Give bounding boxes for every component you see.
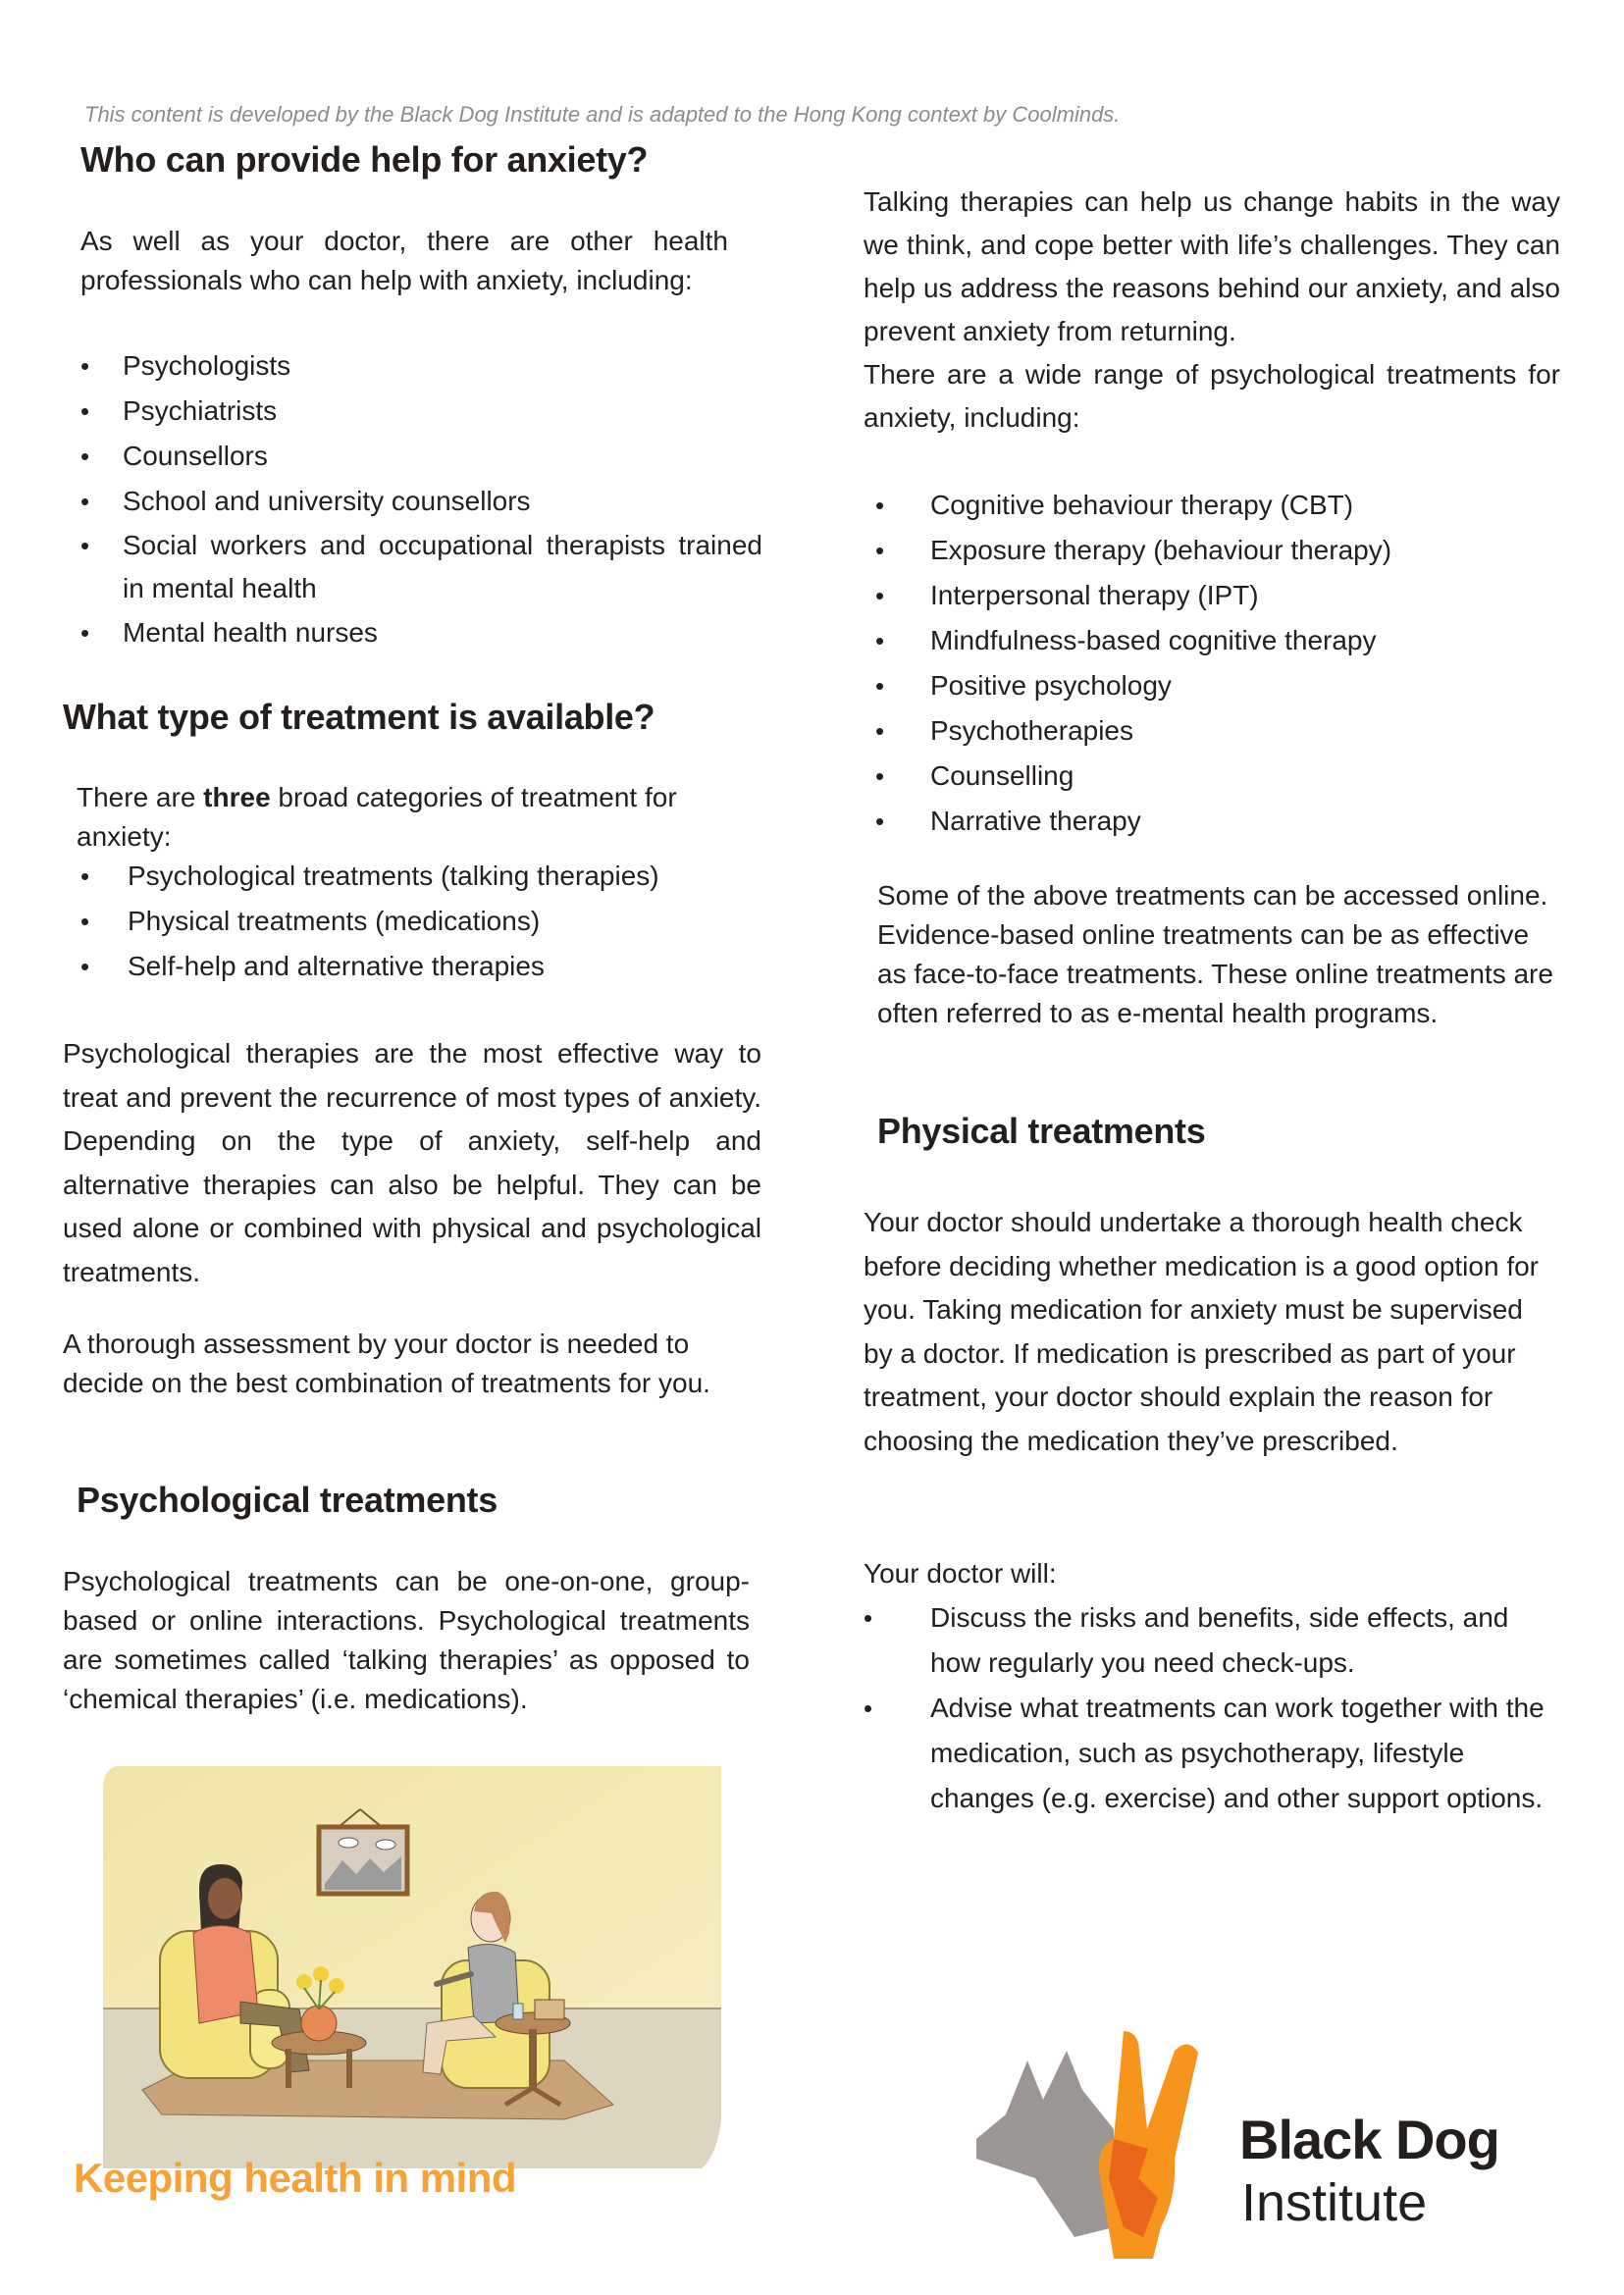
online-treatments-paragraph: Some of the above treatments can be accessed online. Evidence-based online treatments can be as effective as face-to-face treatments. These online treatments are often referred to as e-mental health programs. — [877, 880, 1553, 1028]
three-categories-intro: There are three broad categories of treatment for anxiety: — [77, 782, 677, 852]
bullet-icon: • — [875, 807, 885, 836]
treatment-categories-list — [80, 854, 767, 989]
psychological-treatments-list — [875, 483, 1562, 844]
list-item: • Psychologists — [80, 343, 762, 389]
list-item: • Self-help and alternative therapies — [80, 944, 767, 989]
effectiveness-paragraph: Psychological therapies are the most effective way to treat and prevent the recurrence of most types of anxiety. Depending on the type of anxiety, self-help and alternative therapies can also be helpful. They can be used alone or combined with physical and psychological treatments. — [63, 1038, 761, 1287]
bullet-icon: • — [80, 351, 90, 381]
list-item: • Narrative therapy — [875, 799, 1562, 844]
heading-treatment-available: What type of treatment is available? — [63, 697, 655, 737]
bullet-icon: • — [875, 536, 885, 565]
assessment-paragraph: A thorough assessment by your doctor is needed to decide on the best combination of treatments for you. — [63, 1329, 710, 1398]
bullet-icon: • — [875, 581, 885, 610]
list-item: • Discuss the risks and benefits, side effects, and how regularly you need check-ups. — [864, 1595, 1550, 1686]
bullet-icon: • — [80, 861, 90, 891]
physical-treatments-paragraph: Your doctor should undertake a thorough health check before deciding whether medication is a good option for you. Taking medication for anxiety must be supervised by a doctor. If medication is prescribed as part of your treatment, your doctor should explain the reason for choosing the medication they’ve prescribed. — [864, 1207, 1539, 1456]
list-item: • Mental health nurses — [80, 610, 762, 655]
list-item: • Interpersonal therapy (IPT) — [875, 573, 1562, 618]
list-item: • Cognitive behaviour therapy (CBT) — [875, 483, 1562, 528]
heading-who-can-help: Who can provide help for anxiety? — [80, 139, 649, 180]
logo-text-black-dog: Black Dog — [1239, 2109, 1499, 2170]
bullet-icon: • — [875, 626, 885, 655]
therapy-room-illustration — [103, 1766, 721, 2168]
list-item: • Psychotherapies — [875, 708, 1562, 754]
tagline: Keeping health in mind — [74, 2155, 517, 2201]
bullet-icon: • — [875, 716, 885, 746]
bullet-icon: • — [80, 487, 90, 516]
list-item: • Counsellors — [80, 434, 762, 479]
bullet-icon: • — [80, 531, 90, 560]
list-item: • Social workers and occupational therapists trained in mental health — [80, 524, 762, 610]
logo-text-institute: Institute — [1241, 2173, 1428, 2232]
bullet-icon: • — [80, 907, 90, 936]
list-item: • Positive psychology — [875, 663, 1562, 708]
list-item: • Physical treatments (medications) — [80, 899, 767, 944]
list-item: • School and university counsellors — [80, 479, 762, 524]
bullet-icon: • — [80, 952, 90, 981]
bullet-icon: • — [80, 396, 90, 426]
list-item: • Mindfulness-based cognitive therapy — [875, 618, 1562, 663]
bullet-icon: • — [875, 671, 885, 701]
list-item: • Advise what treatments can work together with the medication, such as psychotherapy, lifestyle changes (e.g. exercise) and other support options. — [864, 1686, 1550, 1821]
heading-psychological-treatments: Psychological treatments — [77, 1480, 498, 1520]
list-item: • Counselling — [875, 754, 1562, 799]
doctor-actions-list — [864, 1595, 1550, 1821]
list-item: • Psychiatrists — [80, 389, 762, 434]
hand-dog-shadow-icon — [967, 2031, 1241, 2276]
list-item: • Psychological treatments (talking therapies) — [80, 854, 767, 899]
bullet-icon: • — [864, 1603, 873, 1633]
bullet-icon: • — [864, 1694, 873, 1723]
talking-therapies-paragraph: Talking therapies can help us change habits in the way we think, and cope better with life’s challenges. They can help us address the reasons behind our anxiety, and also prevent anxiety from returning. There are a wide range of psychological treatments for anxiety, including: — [864, 186, 1560, 433]
bullet-icon: • — [875, 491, 885, 520]
bullet-icon: • — [80, 442, 90, 471]
bullet-icon: • — [80, 618, 90, 648]
heading-physical-treatments: Physical treatments — [877, 1111, 1206, 1151]
doctor-will-label: Your doctor will: — [864, 1558, 1057, 1589]
professionals-list — [80, 343, 762, 655]
attribution-note: This content is developed by the Black Dog Institute and is adapted to the Hong Kong context by Coolminds. — [84, 102, 1121, 127]
list-item: • Exposure therapy (behaviour therapy) — [875, 528, 1562, 573]
who-can-help-intro: As well as your doctor, there are other health professionals who can help with anxiety, including: — [80, 226, 728, 295]
psychological-treatments-paragraph: Psychological treatments can be one-on-one, group-based or online interactions. Psychological treatments are sometimes called ‘talking therapies’ as opposed to ‘chemical therapies’ (i.e. medications). — [63, 1566, 750, 1714]
bullet-icon: • — [875, 761, 885, 791]
